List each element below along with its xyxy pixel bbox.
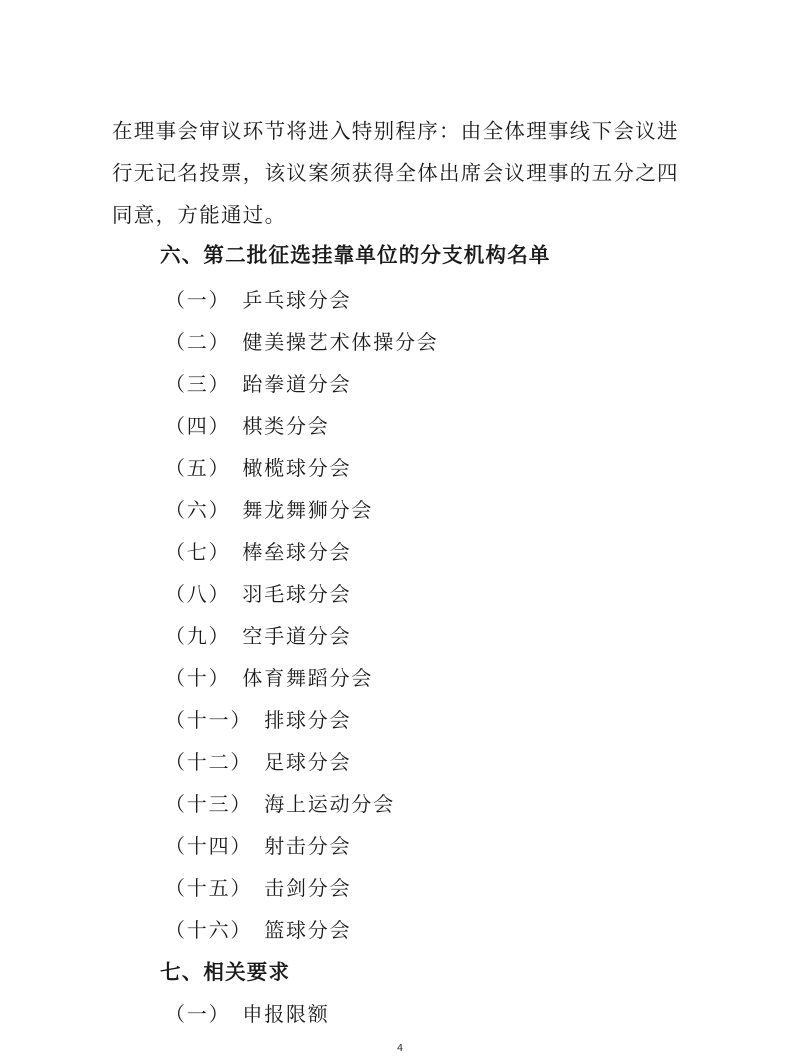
list-item bbox=[165, 578, 351, 607]
list-item bbox=[165, 326, 439, 355]
paragraph-line: 在理事会审议环节将进入特别程序：由全体理事线下会议进 bbox=[112, 119, 679, 143]
list-item-number: （二） bbox=[165, 330, 231, 354]
section-heading: 七、相关要求 bbox=[160, 960, 291, 984]
list-item bbox=[165, 872, 351, 901]
list-item bbox=[165, 746, 351, 775]
list-item-label: 舞龙舞狮分会 bbox=[242, 498, 374, 522]
list-item-label: 棋类分会 bbox=[242, 414, 330, 438]
page-number: 4 bbox=[396, 1043, 404, 1054]
list-item-number: （十一） bbox=[165, 708, 253, 732]
list-item-number: （十五） bbox=[165, 876, 253, 900]
list-item bbox=[165, 368, 351, 397]
paragraph-line: 同意，方能通过。 bbox=[112, 203, 287, 227]
list-item-number: （十六） bbox=[165, 918, 253, 942]
list-item bbox=[165, 788, 395, 817]
list-item-label: 篮球分会 bbox=[264, 918, 352, 942]
list-item-number: （十） bbox=[165, 666, 231, 690]
list-item-number: （九） bbox=[165, 624, 231, 648]
list-item-label: 海上运动分会 bbox=[264, 792, 396, 816]
list-item bbox=[165, 662, 373, 691]
list-item bbox=[165, 536, 351, 565]
list-item-label: 体育舞蹈分会 bbox=[242, 666, 374, 690]
list-item-number: （八） bbox=[165, 582, 231, 606]
list-item-number: （一） bbox=[165, 288, 231, 312]
list-item bbox=[165, 284, 351, 313]
list-item-label: 空手道分会 bbox=[242, 624, 352, 648]
paragraph-line: 行无记名投票，该议案须获得全体出席会议理事的五分之四 bbox=[112, 161, 679, 185]
list-item-label: 跆拳道分会 bbox=[242, 372, 352, 396]
list-item-number: （四） bbox=[165, 414, 231, 438]
list-item-number: （七） bbox=[165, 540, 231, 564]
intro-paragraph bbox=[112, 110, 692, 236]
list-item bbox=[165, 494, 373, 523]
list-item-label: 乒乓球分会 bbox=[242, 288, 352, 312]
section-heading: 六、第二批征选挂靠单位的分支机构名单 bbox=[160, 243, 551, 267]
list-item-number: （三） bbox=[165, 372, 231, 396]
list-item bbox=[165, 998, 330, 1027]
list-item-number: （一） bbox=[165, 1002, 231, 1026]
list-item-label: 击剑分会 bbox=[264, 876, 352, 900]
list-item-number: （十二） bbox=[165, 750, 253, 774]
list-item-label: 排球分会 bbox=[264, 708, 352, 732]
list-item bbox=[165, 452, 351, 481]
list-item-label: 射击分会 bbox=[264, 834, 352, 858]
list-item-label: 羽毛球分会 bbox=[242, 582, 352, 606]
list-item-number: （六） bbox=[165, 498, 231, 522]
list-item-number: （十四） bbox=[165, 834, 253, 858]
list-item-label: 申报限额 bbox=[242, 1002, 330, 1026]
list-item-label: 足球分会 bbox=[264, 750, 352, 774]
list-item bbox=[165, 914, 351, 943]
list-item-label: 健美操艺术体操分会 bbox=[242, 330, 439, 354]
list-item bbox=[165, 620, 351, 649]
list-item-label: 棒垒球分会 bbox=[242, 540, 352, 564]
list-item bbox=[165, 830, 351, 859]
list-item-number: （五） bbox=[165, 456, 231, 480]
list-item-label: 橄榄球分会 bbox=[242, 456, 352, 480]
list-item-number: （十三） bbox=[165, 792, 253, 816]
list-item bbox=[165, 704, 351, 733]
list-item bbox=[165, 410, 330, 439]
